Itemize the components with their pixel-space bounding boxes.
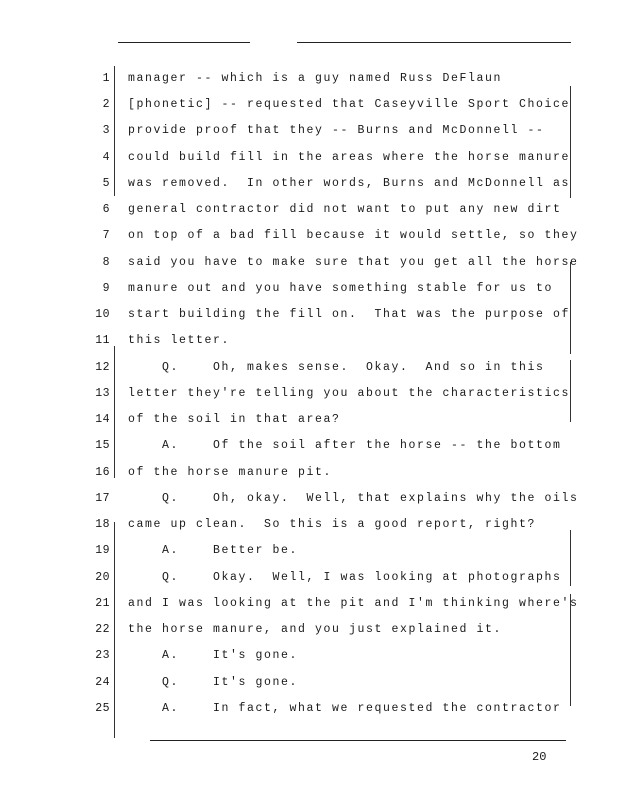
margin-bar-right-1	[570, 86, 571, 198]
line-text: on top of a bad fill because it would settle, so they	[128, 229, 579, 242]
line-number: 19	[95, 544, 110, 557]
line-number: 14	[95, 413, 110, 426]
line-number: 16	[95, 466, 110, 479]
line-number: 5	[102, 177, 110, 190]
header-rule-left	[118, 42, 250, 43]
line-number: 10	[95, 308, 110, 321]
line-number: 18	[95, 518, 110, 531]
line-text: this letter.	[128, 334, 231, 347]
line-number: 3	[102, 124, 110, 137]
line-text: Q. It's gone.	[128, 676, 299, 689]
line-number: 15	[95, 439, 110, 452]
margin-bar-right-4	[570, 530, 571, 586]
line-number: 11	[95, 334, 110, 347]
line-number: 24	[95, 676, 110, 689]
line-text: Q. Oh, makes sense. Okay. And so in this	[128, 361, 545, 374]
margin-bar-right-2	[570, 262, 571, 354]
line-text: A. It's gone.	[128, 649, 299, 662]
line-number: 12	[95, 361, 110, 374]
line-number: 21	[95, 597, 110, 610]
margin-bar-right-5	[570, 594, 571, 706]
line-number: 4	[102, 151, 110, 164]
line-text: could build fill in the areas where the horse manure	[128, 151, 571, 164]
line-number: 8	[102, 256, 110, 269]
page-number: 20	[532, 750, 547, 764]
line-number: 20	[95, 571, 110, 584]
margin-bar-left-2	[114, 346, 115, 478]
line-text: manager -- which is a guy named Russ DeFlaun	[128, 72, 503, 85]
margin-bar-right-3	[570, 360, 571, 422]
header-rule-right	[297, 42, 571, 43]
line-text: manure out and you have something stable for us to	[128, 282, 554, 295]
line-text: came up clean. So this is a good report, right?	[128, 518, 537, 531]
line-text: was removed. In other words, Burns and McDonnell as	[128, 177, 571, 190]
line-text: Q. Okay. Well, I was looking at photographs	[128, 571, 562, 584]
line-number: 9	[102, 282, 110, 295]
line-text: Q. Oh, okay. Well, that explains why the oils	[128, 492, 579, 505]
margin-bar-left-3	[114, 522, 115, 738]
line-text: A. In fact, what we requested the contractor	[128, 702, 562, 715]
line-text: and I was looking at the pit and I'm thinking where's	[128, 597, 579, 610]
margin-bar-left-1	[114, 66, 115, 196]
line-number: 25	[95, 702, 110, 715]
footer-rule	[150, 740, 566, 741]
line-number: 17	[95, 492, 110, 505]
line-number: 2	[102, 98, 110, 111]
line-text: provide proof that they -- Burns and McDonnell --	[128, 124, 545, 137]
line-text: A. Of the soil after the horse -- the bottom	[128, 439, 562, 452]
line-text: A. Better be.	[128, 544, 299, 557]
line-text: the horse manure, and you just explained it.	[128, 623, 503, 636]
line-number: 7	[102, 229, 110, 242]
line-number: 13	[95, 387, 110, 400]
line-number: 6	[102, 203, 110, 216]
line-text: letter they're telling you about the characteristics	[128, 387, 571, 400]
line-number: 1	[102, 72, 110, 85]
line-text: of the horse manure pit.	[128, 466, 333, 479]
line-text: start building the fill on. That was the purpose of	[128, 308, 571, 321]
line-number: 22	[95, 623, 110, 636]
line-number: 23	[95, 649, 110, 662]
line-text: of the soil in that area?	[128, 413, 341, 426]
line-text: general contractor did not want to put any new dirt	[128, 203, 562, 216]
line-text: said you have to make sure that you get all the horse	[128, 256, 579, 269]
line-text: [phonetic] -- requested that Caseyville Sport Choice	[128, 98, 571, 111]
